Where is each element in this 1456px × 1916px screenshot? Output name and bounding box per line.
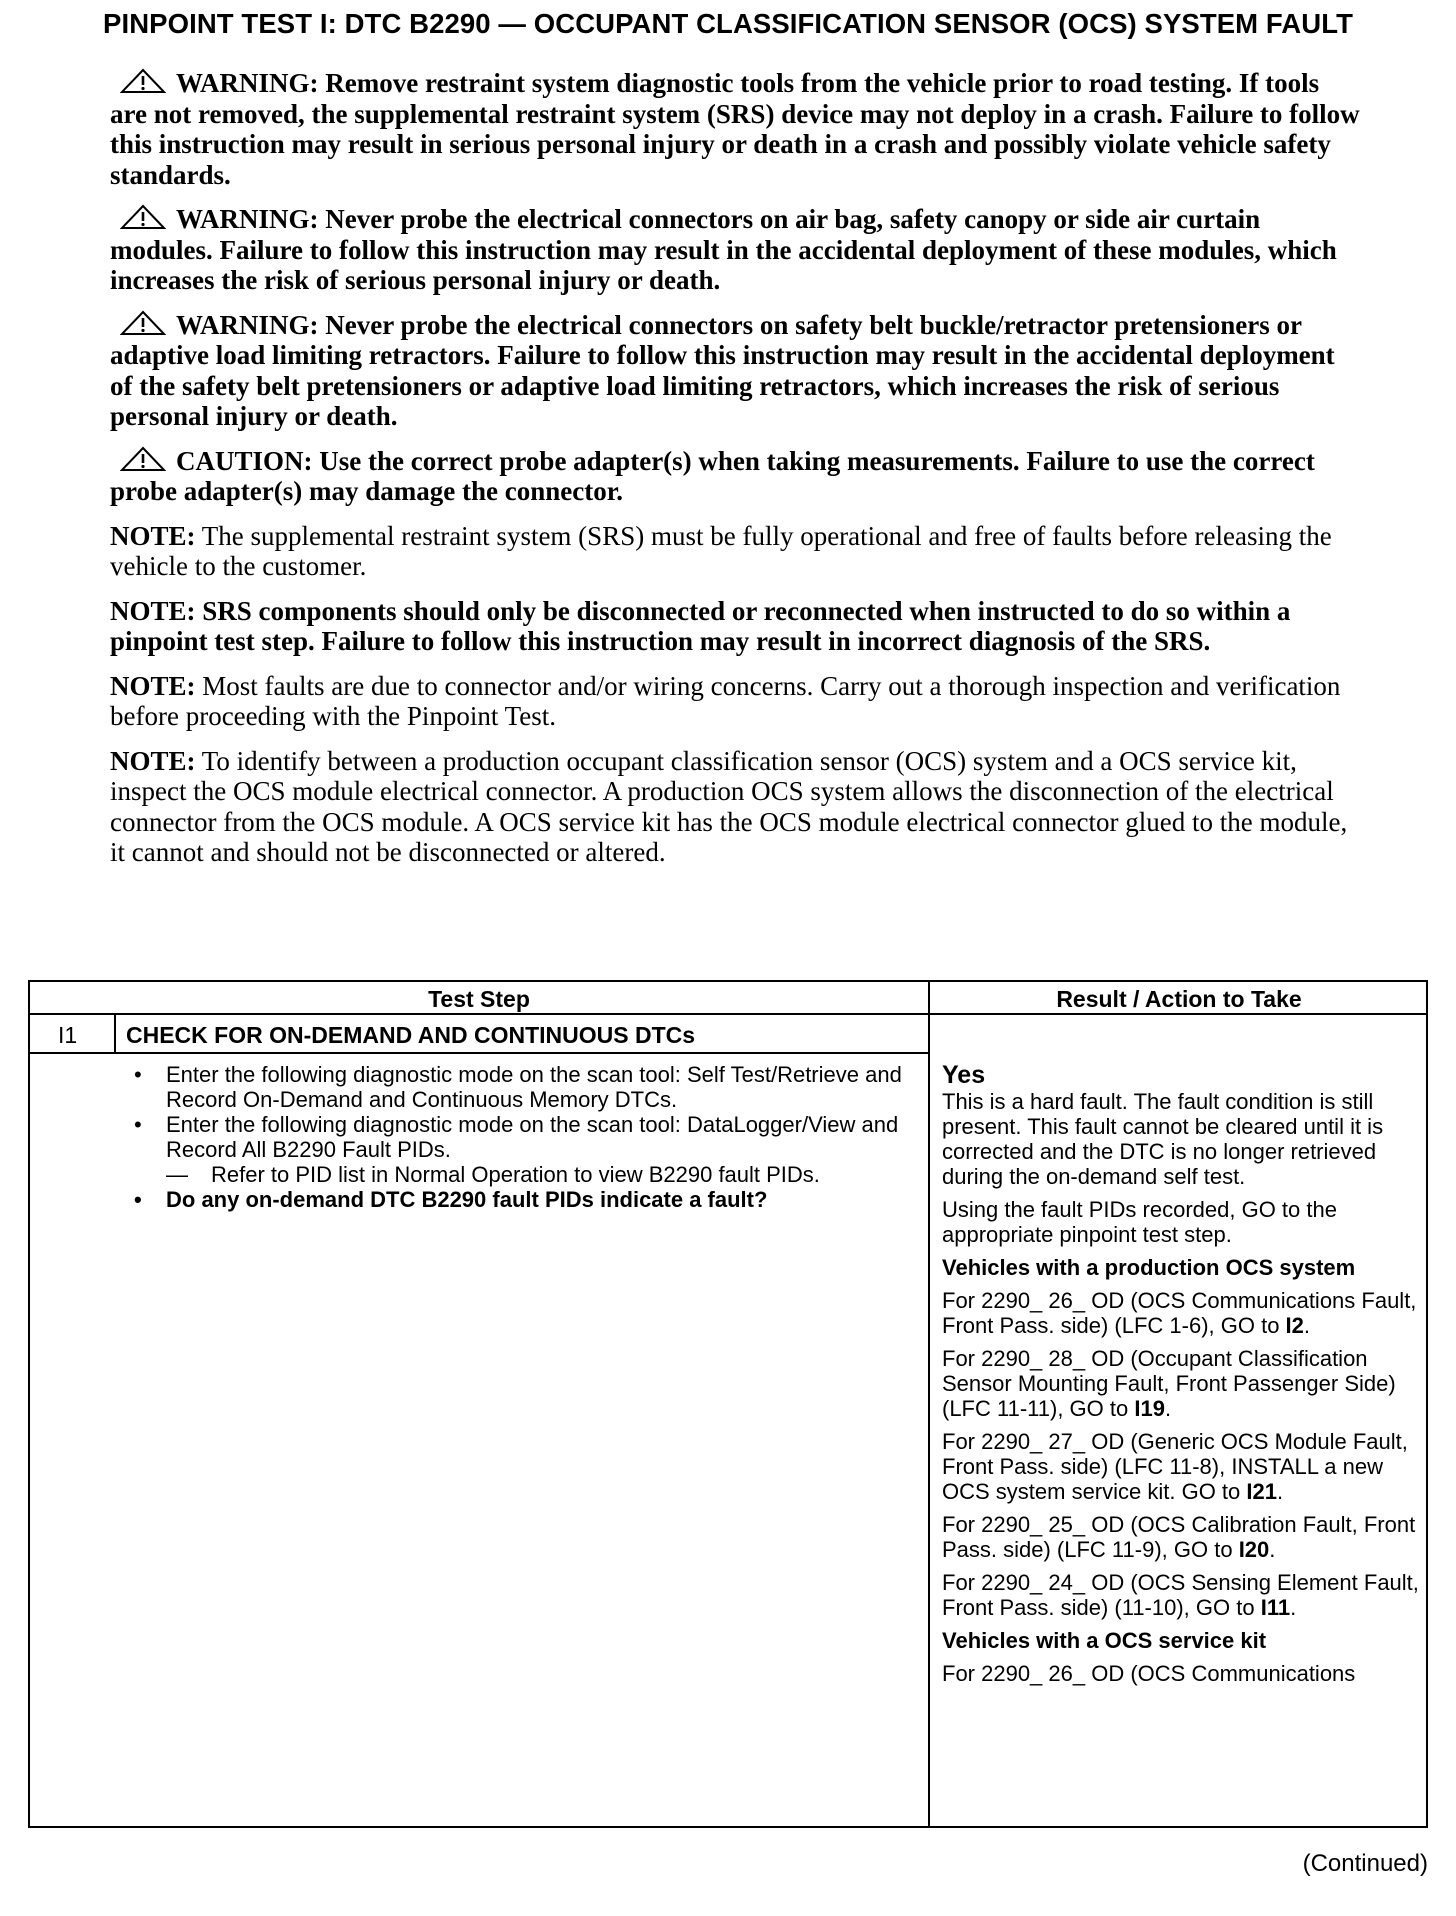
list-item: [126, 1062, 906, 1112]
period: .: [1276, 1479, 1284, 1504]
result-item-text: For 2290_ 24_ OD (OCS Sensing Element Fault, Front Pass. side) (11-10), GO to: [942, 1570, 1419, 1620]
list-item-question: [126, 1187, 906, 1212]
note-connector-concerns: [110, 671, 1360, 732]
period: .: [1290, 1595, 1297, 1620]
note-lead: NOTE:: [110, 670, 196, 701]
result-go-to: Using the fault PIDs recorded, GO to the appropriate pinpoint test step.: [942, 1197, 1337, 1247]
sub-list-item-text: Refer to PID list in Normal Operation to view B2290 fault PIDs.: [211, 1162, 820, 1187]
note-srs-disconnect: [110, 596, 1360, 657]
result-yes: Yes: [942, 1061, 986, 1089]
result-item: [942, 1512, 1427, 1562]
test-step-instructions: [126, 1062, 906, 1212]
bullet: •: [134, 1062, 142, 1087]
result-item-text: For 2290_ 27_ OD (Generic OCS Module Fault, Front Pass. side) (LFC 11-8), INSTALL a new OCS system service kit. GO to: [942, 1429, 1408, 1504]
dash: —: [166, 1162, 188, 1187]
warning-pretensioner-connectors: [110, 310, 1360, 432]
warning-lead: WARNING:: [176, 309, 319, 340]
result-action-cell: [942, 1062, 1427, 1686]
result-item-text: For 2290_ 26_ OD (OCS Communications: [942, 1661, 1356, 1686]
continued-label: (Continued): [1302, 1850, 1428, 1877]
column-header-test-step: Test Step: [428, 986, 530, 1012]
warning-text: Never probe the electrical connectors on safety belt buckle/retractor pretensioners or adaptive load limiting retractors. Failure to follow this instruction may result in the accidental deployment of the safety belt pretensioners or adaptive load limiting retractors, which increases the risk of serious personal injury or death.: [110, 309, 1335, 431]
step-title-divider: [30, 1052, 928, 1054]
question-text: Do any on-demand DTC B2290 fault PIDs indicate a fault?: [166, 1187, 768, 1212]
sub-list-item: [126, 1162, 906, 1187]
warning-triangle-icon: [120, 204, 166, 230]
note-ocs-identify: [110, 746, 1360, 868]
safety-notes: [110, 68, 1360, 882]
column-header-result: Result / Action to Take: [1056, 986, 1302, 1012]
step-reference: I21: [1246, 1479, 1277, 1504]
step-id-divider: [114, 1013, 116, 1052]
bullet: •: [134, 1187, 142, 1212]
note-srs-operational: [110, 521, 1360, 582]
warning-triangle-icon: [120, 68, 166, 94]
result-item-text: For 2290_ 28_ OD (Occupant Classification Sensor Mounting Fault, Front Passenger Side) (LFC 11-11), GO to: [942, 1346, 1396, 1421]
warning-lead: WARNING:: [176, 68, 319, 98]
period: .: [1303, 1313, 1311, 1338]
result-item-text: For 2290_ 26_ OD (OCS Communications Fault, Front Pass. side) (LFC 1-6), GO to: [942, 1288, 1417, 1338]
bullet: •: [134, 1112, 142, 1137]
result-item: [942, 1570, 1427, 1620]
result-item: [942, 1661, 1427, 1686]
caution-text: Use the correct probe adapter(s) when taking measurements. Failure to use the correct probe adapter(s) may damage the connector.: [110, 445, 1315, 506]
pinpoint-test-table: [28, 980, 1428, 1828]
result-item-text: For 2290_ 25_ OD (OCS Calibration Fault, Front Pass. side) (LFC 11-9), GO to: [942, 1512, 1416, 1562]
list-item-text: Enter the following diagnostic mode on the scan tool: DataLogger/View and Record All B2290 Fault PIDs.: [166, 1112, 899, 1162]
note-lead: NOTE:: [110, 520, 196, 551]
warning-air-bag-connectors: [110, 204, 1360, 296]
note-lead: NOTE:: [110, 595, 196, 626]
note-text: To identify between a production occupant classification sensor (OCS) system and a OCS service kit, inspect the OCS module electrical connector. A production OCS system allows the disconnection of the electrical connector from the OCS module. A OCS service kit has the OCS module electrical connector glued to the module, it cannot and should not be disconnected or altered.: [110, 745, 1348, 867]
warning-text: Never probe the electrical connectors on air bag, safety canopy or side air curtain modules. Failure to follow this instruction may result in the accidental deployment of these modules, which increases the risk of serious personal injury or death.: [110, 204, 1337, 295]
period: .: [1269, 1537, 1276, 1562]
result-service-kit-heading: Vehicles with a OCS service kit: [942, 1628, 1267, 1653]
warning-text: Remove restraint system diagnostic tools from the vehicle prior to road testing. If tools are not removed, the supplemental restraint system (SRS) device may not deploy in a crash. Failure to follow this instruction may result in serious personal injury or death in a crash and possibly violate vehicle safety standards.: [110, 68, 1360, 190]
column-divider: [928, 982, 930, 1826]
note-text: The supplemental restraint system (SRS) must be fully operational and free of faults before releasing the vehicle to the customer.: [110, 520, 1332, 581]
result-item: [942, 1429, 1427, 1504]
header-divider: [30, 1013, 1426, 1015]
result-item: [942, 1346, 1427, 1421]
note-text: Most faults are due to connector and/or wiring concerns. Carry out a thorough inspection and verification before proceeding with the Pinpoint Test.: [110, 670, 1341, 731]
warning-triangle-icon: [120, 310, 166, 336]
step-reference: I20: [1238, 1537, 1270, 1562]
warning-road-testing: [110, 68, 1360, 190]
page-title: PINPOINT TEST I: DTC B2290 — OCCUPANT CLASSIFICATION SENSOR (OCS) SYSTEM FAULT: [103, 8, 1353, 39]
result-production-ocs-heading: Vehicles with a production OCS system: [942, 1255, 1356, 1280]
step-id: I1: [58, 1022, 78, 1048]
step-reference: I19: [1134, 1396, 1165, 1421]
caution-lead: CAUTION:: [176, 445, 313, 476]
step-title: CHECK FOR ON-DEMAND AND CONTINUOUS DTCs: [126, 1022, 696, 1048]
step-reference: I11: [1260, 1595, 1291, 1620]
note-text: SRS components should only be disconnected or reconnected when instructed to do so within a pinpoint test step. Failure to follow this instruction may result in incorrect diagnosis of the SRS.: [110, 595, 1291, 656]
result-item: [942, 1288, 1427, 1338]
warning-lead: WARNING:: [176, 204, 319, 234]
list-item-text: Enter the following diagnostic mode on the scan tool: Self Test/Retrieve and Record On-Demand and Continuous Memory DTCs.: [166, 1062, 902, 1112]
period: .: [1164, 1396, 1172, 1421]
list-item: [126, 1112, 906, 1162]
note-lead: NOTE:: [110, 745, 196, 776]
result-hard-fault: This is a hard fault. The fault condition is still present. This fault cannot be cleared until it is corrected and the DTC is no longer retrieved during the on-demand self test.: [942, 1089, 1384, 1189]
step-reference: I2: [1285, 1313, 1304, 1338]
warning-triangle-icon: [120, 446, 166, 472]
caution-probe-adapter: [110, 446, 1360, 507]
